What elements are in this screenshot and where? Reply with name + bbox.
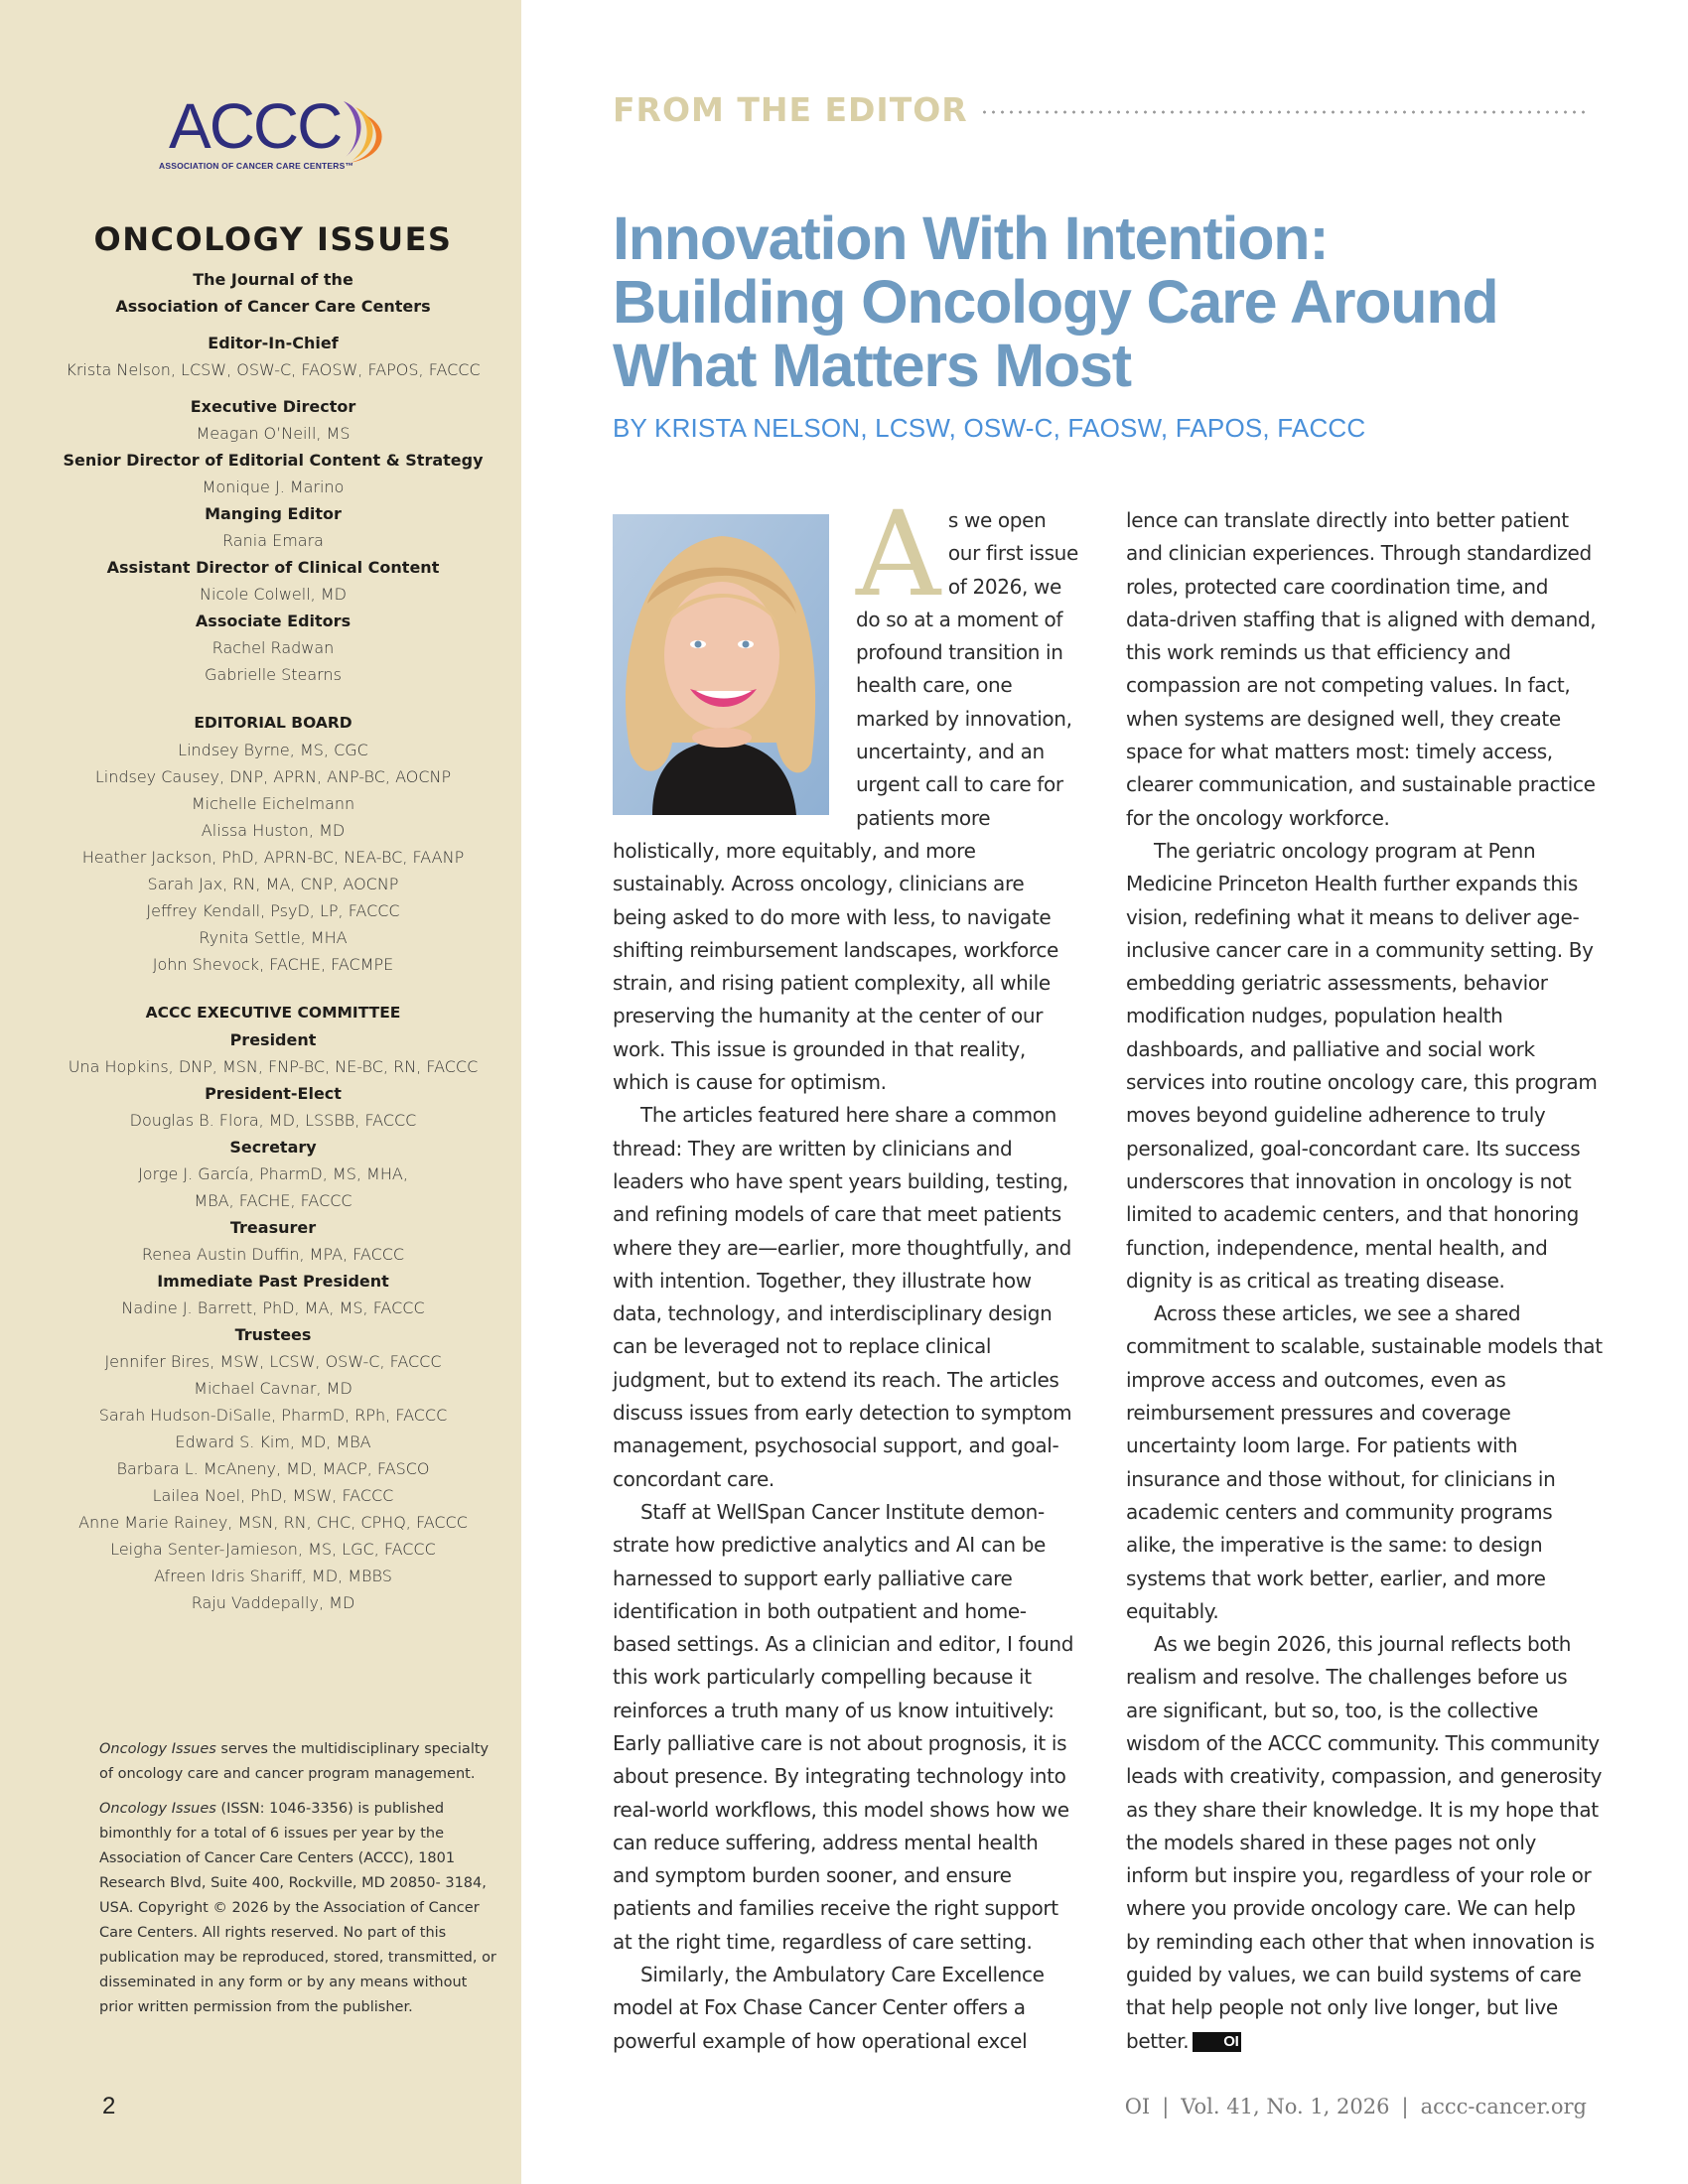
staff-name: Rania Emara — [222, 531, 324, 550]
staff-role: Manging Editor — [205, 504, 342, 523]
board-member: Heather Jackson, PhD, APRN-BC, NEA-BC, FAANP — [81, 848, 465, 867]
staff-name: Monique J. Marino — [202, 478, 345, 496]
board-member: Jeffrey Kendall, PsyD, LP, FACCC — [146, 901, 400, 920]
committee-member: MBA, FACHE, FACCC — [194, 1191, 352, 1210]
journal-mark: OI — [1124, 2095, 1151, 2118]
article-paragraph: s we open our first issue of 2026, we do so at a moment of profound transition in health care, one marked by innovation, uncertainty, and an urgent call to care for patients more holistically, more equitably, and more sustainably. Across oncology, clinicians are being asked to do more with less, to navigate shifting reimbursement landscapes, workforce strain, and rising patient complexity, all while preserving the humanity at the center of our work. This issue is grounded in that reality, which is cause for optimism. — [613, 508, 1078, 1095]
copyright-note: Oncology Issues (ISSN: 1046-3356) is published bimonthly for a total of 6 issues per year by the Association of Cancer Care Centers (ACCC), 1801 Research Blvd, Suite 400, Rockville, MD 20850- 3184, USA. Copyright © 2026 by the Association of Cancer Care Centers. All rights reserved. No part of this publication may be reproduced, stored, transmitted, or disseminated in any form or by any means without prior written permission from the publisher. — [99, 1801, 496, 2015]
journal-subtitle: Association of Cancer Care Centers — [115, 297, 431, 316]
article-paragraph: Across these articles, we see a shared commitment to scalable, sustainable models that improve access and outcomes, even as reimbursement pressures and coverage uncertainty loom large. For patients with insurance and those without, for clinicians in academic centers and community programs alike, the imperative is the same: to design systems that work better, earlier, and more equitably. — [1126, 1301, 1603, 1623]
staff-role: Editor-In-Chief — [208, 334, 339, 352]
committee-member: Renea Austin Duffin, MPA, FACCC — [141, 1245, 405, 1264]
page-footer — [1125, 2095, 1587, 2118]
committee-member: Nadine J. Barrett, PhD, MA, MS, FACCC — [121, 1298, 425, 1317]
committee-member: Jorge J. García, PharmD, MS, MHA, — [138, 1164, 408, 1183]
article-paragraph: The articles featured here share a common thread: They are written by clinicians and leaders who have spent years building, testing, and refining models of care that meet patients where they are—earlier, more thoughtfully, and with intention. Together, they illustrate how data, technology, and interdisciplinary design can be leveraged not to replace clinical judgment, but to extend its reach. The articles discuss issues from early detection to symptom management, psychosocial support, and goal-concordant care. — [613, 1103, 1072, 1491]
staff-role: Associate Editors — [195, 612, 352, 630]
footer-separator: | — [1162, 2095, 1170, 2118]
committee-role: Treasurer — [229, 1218, 317, 1237]
website-link[interactable]: accc-cancer.org — [1420, 2095, 1587, 2118]
board-member: Rynita Settle, MHA — [199, 928, 348, 947]
drop-cap: A — [856, 485, 940, 622]
editorial-board-list — [40, 737, 506, 978]
committee-role: Secretary — [229, 1138, 317, 1157]
masthead-sidebar — [0, 0, 521, 2184]
photo-spacer — [613, 504, 856, 832]
article-paragraph: Staff at WellSpan Cancer Institute demonstrate how predictive analytics and AI can be harnessed to support early palliative care identification in both outpatient and home-based settings. As a clinician and editor, I found this work particularly compelling because it reinforces a truth many of us know intuitively: Early palliative care is not about prognosis, it is about presence. By integrating technology into real-world workflows, this model shows how we can reduce suffering, address mental health and symptom burden sooner, and ensure patients and families receive the right support at the right time, regardless of care setting. — [613, 1499, 1074, 1954]
executive-committee-heading: ACCC EXECUTIVE COMMITTEE — [145, 1004, 401, 1022]
committee-role: President — [229, 1030, 317, 1049]
logo-swoosh-icon — [336, 95, 405, 165]
staff-name: Krista Nelson, LCSW, OSW-C, FAOSW, FAPOS, FACCC — [66, 360, 481, 379]
committee-member: Raju Vaddepally, MD — [191, 1593, 355, 1612]
staff-name: Gabrielle Stearns — [205, 665, 342, 684]
logo-wordmark: ACCC — [169, 90, 342, 162]
committee-member: Sarah Hudson-DiSalle, PharmD, RPh, FACCC — [98, 1406, 448, 1425]
footer-separator: | — [1401, 2095, 1409, 2118]
committee-role: President-Elect — [205, 1084, 342, 1103]
editorial-board-heading: EDITORIAL BOARD — [194, 714, 352, 732]
committee-member: Lailea Noel, PhD, MSW, FACCC — [152, 1486, 394, 1505]
committee-member: Douglas B. Flora, MD, LSSBB, FACCC — [129, 1111, 417, 1130]
board-member: John Shevock, FACHE, FACMPE — [152, 955, 394, 974]
accc-logo — [159, 91, 397, 181]
staff-role: Assistant Director of Clinical Content — [106, 558, 440, 577]
board-member: Lindsey Causey, DNP, APRN, ANP-BC, AOCNP — [94, 767, 452, 786]
committee-member: Afreen Idris Shariff, MD, MBBS — [154, 1567, 392, 1585]
page-number: 2 — [102, 2093, 116, 2119]
board-member: Lindsey Byrne, MS, CGC — [178, 741, 368, 759]
staff-name: Meagan O’Neill, MS — [196, 424, 351, 443]
article-paragraph: The geriatric oncology program at Penn Medicine Princeton Health further expands this vision, redefining what it means to deliver age-inclusive cancer care in a community setting. By embedding geriatric assessments, behavior modification nudges, population health dashboards, and palliative and social work services into routine oncology care, this program moves beyond guideline adherence to truly personalized, goal-concordant care. Its success underscores that innovation in oncology is not limited to academic centers, and that honoring function, independence, mental health, and dignity is as critical as treating disease. — [1126, 838, 1598, 1293]
article-paragraph: As we begin 2026, this journal reflects both realism and resolve. The challenges before us are significant, but so, too, is the collective wisdom of the ACCC community. This community leads with creativity, compassion, and generosity as they share their knowledge. It is my hope that the models shared in these pages not only inform but inspire you, regardless of your role or where you provide oncology care. We can help by reminding each other that when innovation is guided by values, we can build systems of care that help people not only live longer, but live better. OI — [1126, 1632, 1603, 2053]
committee-member: Jennifer Bires, MSW, LCSW, OSW-C, FACCC — [104, 1352, 442, 1371]
article-paragraph: lence can translate directly into better patient and clinician experiences. Through standardized roles, protected care coordination time, and data-driven staffing that is aligned with demand, this work reminds us that efficiency and compassion are not competing values. In fact, when systems are designed well, they create space for what matters most: timely access, clearer communication, and sustainable practice for the oncology workforce. — [1126, 508, 1597, 830]
committee-member: Anne Marie Rainey, MSN, RN, CHC, CPHQ, FACCC — [78, 1513, 468, 1532]
staff-role: Senior Director of Editorial Content & Strategy — [63, 451, 484, 470]
committee-member: Leigha Senter-Jamieson, MS, LGC, FACCC — [110, 1540, 436, 1559]
board-member: Sarah Jax, RN, MA, CNP, AOCNP — [147, 875, 399, 893]
masthead — [40, 216, 506, 1616]
article-paragraph: Similarly, the Ambulatory Care Excellence model at Fox Chase Cancer Center offers a powerful example of how operational excel — [613, 1963, 1045, 2053]
committee-member: Una Hopkins, DNP, MSN, FNP-BC, NE-BC, RN, FACCC — [68, 1057, 479, 1076]
staff-name: Rachel Radwan — [211, 638, 335, 657]
article-byline: BY KRISTA NELSON, LCSW, OSW-C, FAOSW, FAPOS, FACCC — [613, 413, 1366, 443]
publication-notes — [99, 1737, 496, 2030]
board-member: Michelle Eichelmann — [191, 794, 355, 813]
staff-role: Executive Director — [190, 397, 356, 416]
committee-member: Barbara L. McAneny, MD, MACP, FASCO — [116, 1459, 430, 1478]
issue-info: Vol. 41, No. 1, 2026 — [1181, 2095, 1390, 2118]
dotted-rule — [980, 110, 1591, 114]
committee-member: Edward S. Kim, MD, MBA — [175, 1433, 371, 1451]
executive-committee-list — [40, 1026, 506, 1616]
journal-subtitle: The Journal of the — [193, 270, 353, 289]
end-mark-icon: OI — [1193, 2032, 1241, 2052]
committee-role: Immediate Past President — [157, 1272, 389, 1291]
committee-member: Michael Cavnar, MD — [194, 1379, 352, 1398]
about-note: Oncology Issues serves the multidisciplinary specialty of oncology care and cancer program management. — [99, 1741, 490, 1782]
article-column-2 — [1126, 504, 1603, 2058]
board-member: Alissa Huston, MD — [201, 821, 346, 840]
journal-title: ONCOLOGY ISSUES — [93, 220, 453, 258]
article-title: Innovation With Intention: Building Oncology Care Around What Matters Most — [613, 205, 1498, 399]
logo-tagline: ASSOCIATION OF CANCER CARE CENTERS™ — [159, 161, 354, 171]
section-kicker — [613, 89, 1591, 129]
kicker-label: FROM THE EDITOR — [613, 89, 968, 129]
article-column-1 — [613, 485, 1079, 2058]
committee-role: Trustees — [234, 1325, 312, 1344]
staff-name: Nicole Colwell, MD — [200, 585, 347, 604]
